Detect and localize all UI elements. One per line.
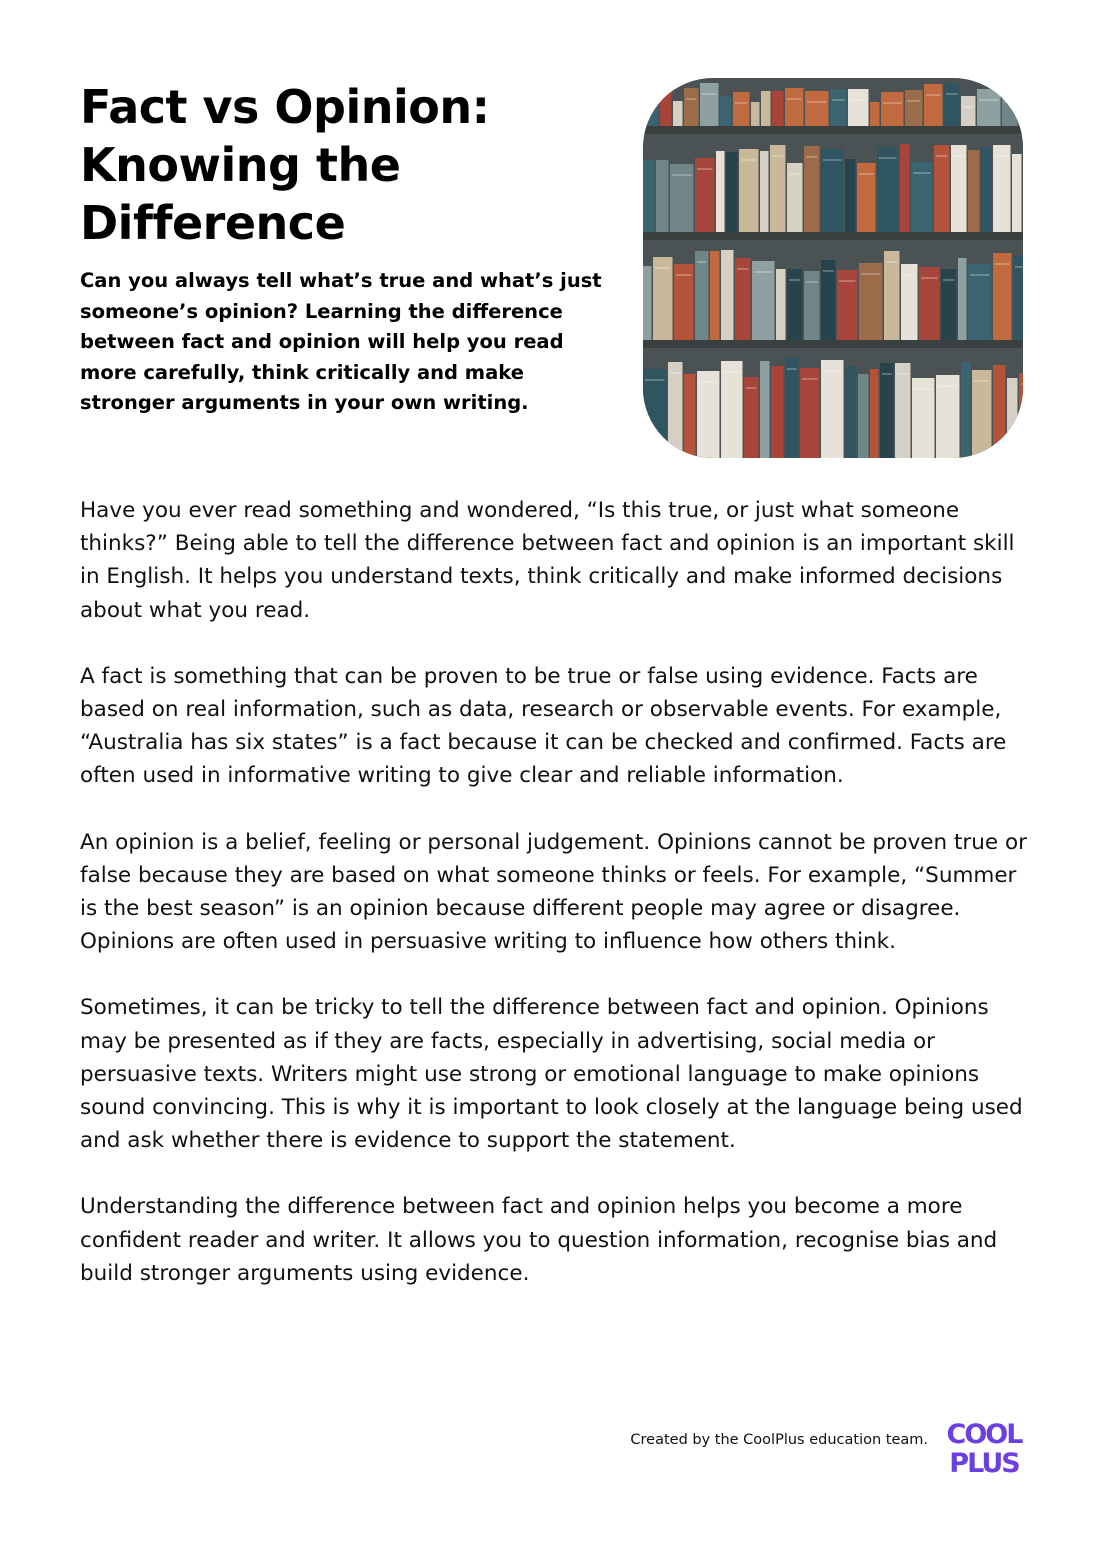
book-spine <box>684 374 696 458</box>
book-band <box>907 100 921 102</box>
intro-summary: Can you always tell what’s true and what’s just someone’s opinion? Learning the difference between fact and opinion will help you read more carefully, think critically and make stronger arguments in your own writing. <box>80 269 602 414</box>
book-band <box>974 380 990 382</box>
book-spine <box>993 253 1012 340</box>
book-spine <box>993 145 1011 232</box>
bookshelf-illustration <box>643 78 1023 458</box>
book-spine <box>845 366 857 458</box>
book-spine <box>735 258 751 340</box>
book-spine <box>821 149 844 232</box>
book-spine <box>895 363 911 458</box>
book-spine <box>697 371 720 458</box>
book-spine <box>1013 256 1023 340</box>
book-spine <box>944 83 960 126</box>
book-spine <box>720 96 732 126</box>
book-band <box>702 93 717 95</box>
book-band <box>823 370 842 372</box>
book-band <box>879 157 897 159</box>
logo-line-1: COOL <box>946 1419 1022 1450</box>
book-band <box>1021 383 1023 385</box>
book-band <box>676 274 692 276</box>
book-spine <box>1012 154 1022 232</box>
book-spine <box>951 145 967 232</box>
book-spine <box>848 89 869 126</box>
book-spine <box>845 159 856 232</box>
book-spine <box>972 370 992 458</box>
book-spine <box>981 147 992 232</box>
book-band <box>832 99 845 101</box>
book-spine <box>968 150 980 232</box>
book-spine <box>881 92 904 126</box>
book-spine <box>744 377 759 458</box>
article-body <box>80 494 1040 1323</box>
book-band <box>882 373 892 375</box>
book-band <box>1015 266 1023 268</box>
book-band <box>823 270 834 272</box>
book-band <box>741 159 757 161</box>
book-band <box>897 373 909 375</box>
book-band <box>686 98 697 100</box>
book-spine <box>830 89 847 126</box>
book-band <box>883 102 902 104</box>
page-title: Fact vs Opinion: Knowing the Difference <box>80 80 490 250</box>
book-spine <box>924 84 943 126</box>
book-spine <box>934 145 950 232</box>
book-band <box>735 102 748 104</box>
book-band <box>806 281 818 283</box>
book-band <box>850 99 867 101</box>
book-spine <box>905 90 923 126</box>
book-spine <box>739 149 759 232</box>
book-band <box>914 388 933 390</box>
shelf-board <box>643 126 1023 134</box>
book-spine <box>721 250 734 340</box>
book-band <box>936 155 948 157</box>
book-spine <box>936 375 960 458</box>
book-band <box>787 368 797 370</box>
book-band <box>943 279 955 281</box>
book-spine <box>900 144 910 232</box>
book-spine <box>1007 378 1018 458</box>
book-band <box>861 273 881 275</box>
logo-line-2: PLUS <box>949 1448 1019 1477</box>
paragraph-conclusion: Understanding the difference between fact and opinion helps you become a more confident reader and writer. It allows you to question information, recognise bias and build stronger arguments using evidence. <box>80 1194 998 1286</box>
book-band <box>823 159 842 161</box>
book-band <box>746 387 757 389</box>
book-band <box>697 168 713 170</box>
book-spine <box>760 361 770 458</box>
book-spine <box>721 361 743 458</box>
book-spine <box>805 91 829 126</box>
book-band <box>807 101 827 103</box>
book-band <box>995 263 1010 265</box>
book-spine <box>880 363 894 458</box>
book-band <box>789 173 801 175</box>
book-band <box>970 274 990 276</box>
book-band <box>672 174 692 176</box>
coolplus-logo <box>944 1415 1024 1477</box>
book-spine <box>668 362 683 458</box>
book-spine <box>800 368 820 458</box>
book-spine <box>785 358 799 458</box>
book-spine <box>761 91 771 126</box>
book-band <box>670 372 681 374</box>
book-spine <box>643 160 655 232</box>
shelf-board <box>643 232 1023 240</box>
book-band <box>839 280 856 282</box>
book-spine <box>716 151 725 232</box>
bookshelf-image <box>643 78 1023 458</box>
book-band <box>655 267 671 269</box>
book-band <box>789 279 801 281</box>
book-band <box>806 156 818 158</box>
book-spine <box>785 88 804 126</box>
book-spine <box>958 258 967 340</box>
book-spine <box>877 147 899 232</box>
book-spine <box>804 146 820 232</box>
book-band <box>1021 101 1023 103</box>
book-spine <box>643 94 659 126</box>
book-spine <box>660 91 672 126</box>
book-spine <box>870 102 880 126</box>
book-band <box>802 378 818 380</box>
book-spine <box>653 257 673 340</box>
book-spine <box>700 83 719 126</box>
book-spine <box>884 251 900 340</box>
book-spine <box>770 145 786 232</box>
paragraph-tricky: Sometimes, it can be tricky to tell the difference between fact and opinion. Opinions may be presented as if they are facts, especially in advertising, social media or persuasive texts. Writers might use strong or emotional language to make opinions sound convincing. This is why it is important to look closely at the language being used and ask whether there is evidence to support the statement. <box>80 995 1023 1154</box>
book-spine <box>1019 373 1023 458</box>
book-spine <box>726 152 738 232</box>
book-band <box>772 155 784 157</box>
book-band <box>645 379 665 381</box>
book-band <box>963 106 974 108</box>
book-spine <box>1002 91 1018 126</box>
book-spine <box>977 89 1001 126</box>
book-band <box>938 385 958 387</box>
book-spine <box>858 374 869 458</box>
book-band <box>903 274 916 276</box>
book-band <box>926 94 941 96</box>
book-spine <box>684 88 699 126</box>
paragraph-opinion: An opinion is a belief, feeling or personal judgement. Opinions cannot be proven true or false because they are based on what someone thinks or feels. For example, “Summer is the best season” is an opinion because different people may agree or disagree. Opinions are often used in persuasive writing to influence how others think. <box>80 829 1027 955</box>
book-spine <box>821 360 844 458</box>
book-band <box>1004 101 1016 103</box>
book-band <box>979 99 999 101</box>
shelf-board <box>643 340 1023 348</box>
book-spine <box>695 251 709 340</box>
book-band <box>787 98 802 100</box>
book-spine <box>643 266 652 340</box>
book-spine <box>673 101 683 126</box>
book-spine <box>1019 91 1023 126</box>
book-spine <box>771 366 784 458</box>
book-spine <box>961 96 976 126</box>
book-spine <box>961 362 971 458</box>
book-spine <box>993 365 1006 458</box>
book-spine <box>643 369 667 458</box>
paragraph-fact: A fact is something that can be proven to be true or false using evidence. Facts are based on real information, such as data, research or observable events. For example, “Australia has six states” is a fact because it can be checked and confirmed. Facts are often used in informative writing to give clear and reliable information. <box>80 663 1007 789</box>
book-band <box>645 104 657 106</box>
book-spine <box>870 369 879 458</box>
footer-credit: Created by the CoolPlus education team. <box>630 1432 928 1448</box>
book-spine <box>772 91 784 126</box>
book-spine <box>776 269 786 340</box>
book-band <box>921 277 938 279</box>
book-band <box>754 271 773 273</box>
book-band <box>886 261 898 263</box>
book-band <box>697 261 707 263</box>
book-band <box>859 173 874 175</box>
book-band <box>699 381 718 383</box>
book-band <box>946 93 958 95</box>
book-band <box>953 155 965 157</box>
book-spine <box>751 102 760 126</box>
book-band <box>995 155 1009 157</box>
book-spine <box>733 92 750 126</box>
book-spine <box>710 251 720 340</box>
book-band <box>723 371 741 373</box>
book-spine <box>760 151 769 232</box>
book-band <box>913 172 931 174</box>
paragraph-intro: Have you ever read something and wondered, “Is this true, or just what someone thinks?” Being able to tell the difference between fact and opinion is an important skill in English. It helps you understand texts, think critically and make informed decisions about what you read. <box>80 498 1015 623</box>
book-band <box>737 268 749 270</box>
book-spine <box>656 160 669 232</box>
